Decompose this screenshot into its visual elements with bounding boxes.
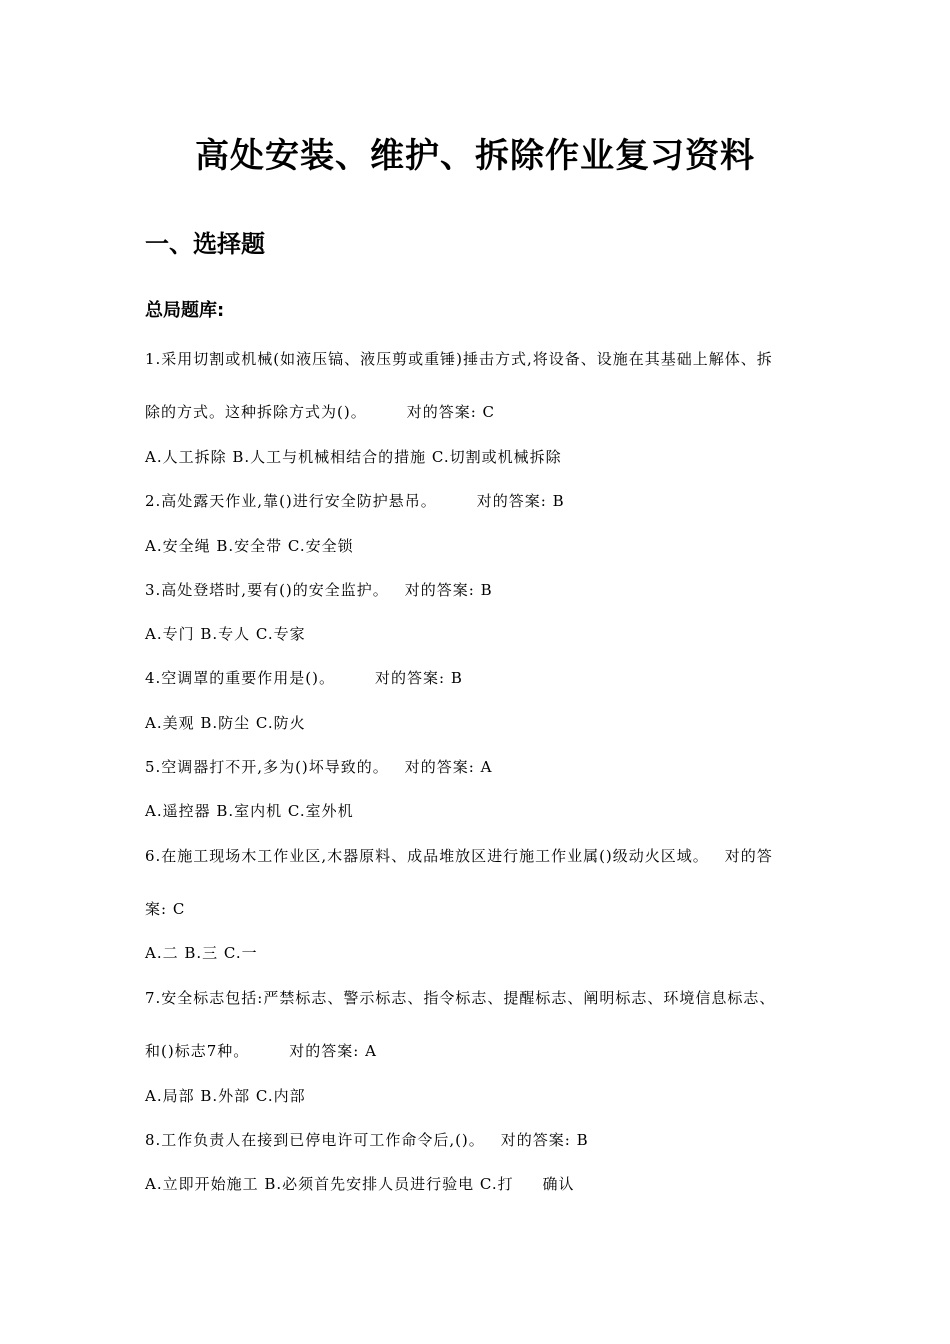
question-1-line-2: [145, 401, 815, 422]
question-4-text: 4.空调罩的重要作用是()。: [145, 669, 336, 687]
question-2-text: 2.高处露天作业,靠()进行安全防护悬吊。: [145, 492, 437, 510]
question-1-answer: 对的答案: C: [406, 403, 496, 421]
document-title: 高处安装、维护、拆除作业复习资料: [195, 136, 755, 176]
question-5: [145, 756, 815, 777]
question-7-line-2: [145, 1040, 815, 1061]
question-8-options: A.立即开始施工 B.必须首先安排人员进行验电 C.打 确认: [145, 1175, 575, 1193]
question-1-text: 除的方式。这种拆除方式为()。: [145, 403, 367, 421]
question-2-answer: 对的答案: B: [476, 492, 565, 510]
question-3: [145, 579, 815, 600]
question-7-answer: 对的答案: A: [289, 1042, 377, 1060]
question-4-options: A.美观 B.防尘 C.防火: [145, 714, 306, 732]
question-1-line-1: 1.采用切割或机械(如液压镐、液压剪或重锤)捶击方式,将设备、设施在其基础上解体、拆: [145, 350, 773, 368]
question-3-text: 3.高处登塔时,要有()的安全监护。: [145, 581, 389, 599]
question-7-options: A.局部 B.外部 C.内部: [145, 1087, 306, 1105]
question-6-options: A.二 B.三 C.一: [145, 944, 258, 962]
question-5-text: 5.空调器打不开,多为()坏导致的。: [145, 758, 389, 776]
question-2: [145, 490, 815, 511]
question-4: [145, 667, 815, 688]
question-7-text: 和()标志7种。: [145, 1042, 250, 1060]
question-7-line-1: 7.安全标志包括:严禁标志、警示标志、指令标志、提醒标志、阐明标志、环境信息标志、: [145, 989, 776, 1007]
question-5-options: A.遥控器 B.室内机 C.室外机: [145, 802, 354, 820]
question-6-answer-part-1: 对的答: [724, 847, 773, 865]
question-8: [145, 1129, 815, 1150]
question-6-line-1: [145, 845, 815, 866]
question-8-text: 8.工作负责人在接到已停电许可工作命令后,()。: [145, 1131, 485, 1149]
question-2-options: A.安全绳 B.安全带 C.安全锁: [145, 537, 354, 555]
question-6-line-2: 案: C: [145, 900, 186, 918]
section-heading: 一、选择题: [145, 230, 265, 258]
question-5-answer: 对的答案: A: [404, 758, 493, 776]
question-3-answer: 对的答案: B: [404, 581, 493, 599]
question-1-options: A.人工拆除 B.人工与机械相结合的措施 C.切割或机械拆除: [145, 448, 562, 466]
subsection-heading: 总局题库:: [145, 300, 225, 321]
question-8-answer: 对的答案: B: [500, 1131, 589, 1149]
question-6-text: 6.在施工现场木工作业区,木器原料、成品堆放区进行施工作业属()级动火区域。: [145, 847, 709, 865]
question-3-options: A.专门 B.专人 C.专家: [145, 625, 306, 643]
question-4-answer: 对的答案: B: [375, 669, 463, 687]
